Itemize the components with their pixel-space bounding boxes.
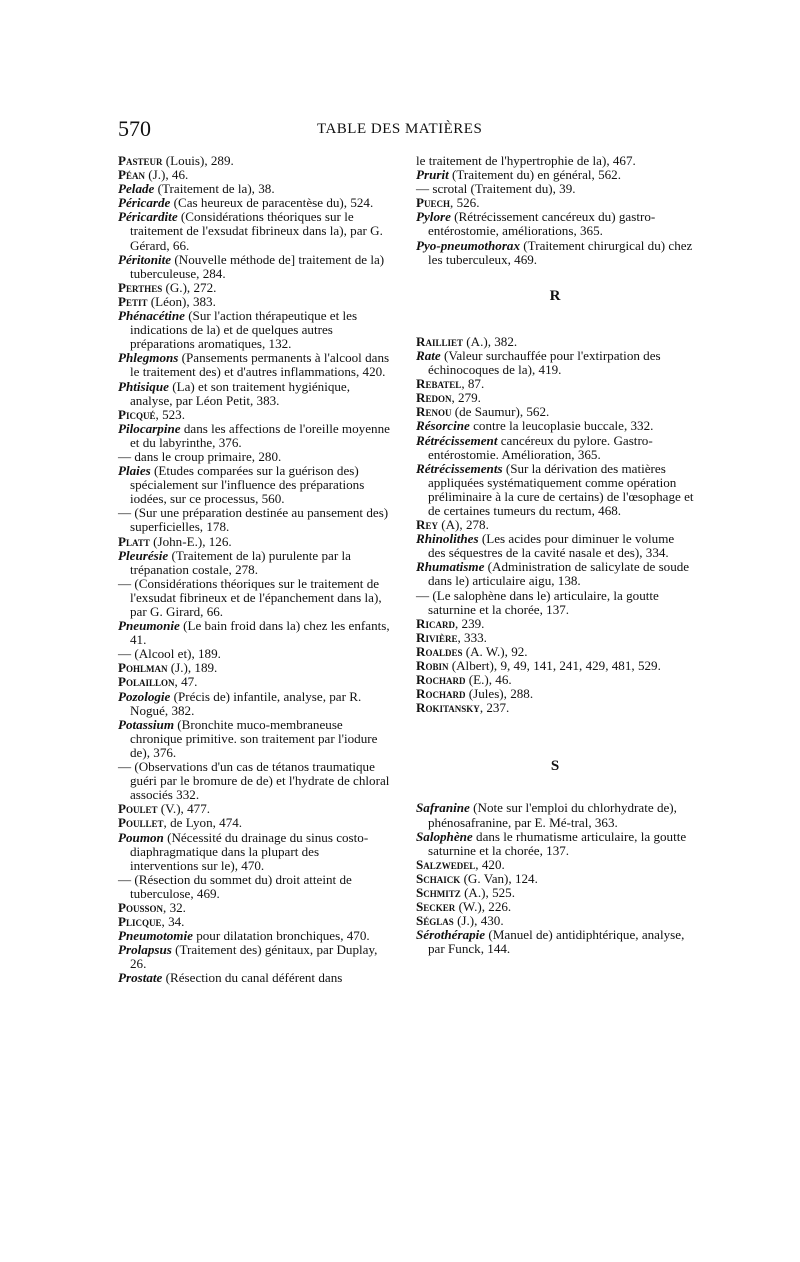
entry-text: — (Le salophène dans le) articulaire, la goutte saturnine et la chorée, 137. (416, 587, 659, 617)
entry-heading: Péritonite (118, 251, 172, 267)
index-entry (118, 901, 390, 915)
entry-text: (Etudes comparées sur la guérison des) spécialement sur l'influence des préparations iodées, sur ce processus, 560. (130, 463, 365, 507)
index-entry (118, 929, 390, 943)
index-entry (416, 617, 694, 631)
entry-text: (Jules), 288. (465, 686, 534, 702)
entry-text: — dans le croup primaire, 280. (118, 448, 282, 464)
entry-text: (Valeur surchauffée pour l'extirpation des échinocoques de la), 419. (428, 347, 661, 378)
index-entry (118, 380, 390, 408)
entry-text: , de Lyon, 474. (163, 815, 243, 831)
index-entry (118, 549, 390, 577)
entry-text: (G.), 272. (162, 279, 217, 295)
index-entry (118, 168, 390, 182)
entry-heading: Polaillon (118, 674, 175, 690)
index-entry (416, 168, 694, 182)
entry-text: (Le bain froid dans la) chez les enfants, 41. (130, 618, 390, 648)
entry-heading: Salophène (416, 828, 473, 844)
entry-text: (Traitement de la) purulente par la trépanation costale, 278. (130, 547, 351, 577)
index-entry (118, 154, 390, 168)
entry-text: (Rétrécissement cancéreux du) gastro-entérostomie, améliorations, 365. (428, 209, 656, 239)
entry-heading: Phlegmons (118, 350, 179, 366)
entry-text: (Traitement de la), 38. (154, 181, 275, 197)
index-entry (118, 422, 390, 450)
entry-text: (Louis), 289. (162, 153, 234, 168)
index-entry (118, 943, 390, 971)
entry-heading: Pneumotomie (118, 928, 193, 944)
entry-text: — scrotal (Traitement du), 39. (416, 181, 576, 197)
entry-heading: Pilocarpine (118, 420, 181, 436)
entry-heading: Safranine (416, 800, 470, 816)
entry-heading: Plicque (118, 914, 162, 930)
index-entry (416, 928, 694, 956)
entry-text: (de Saumur), 562. (451, 404, 550, 420)
entry-text: (Léon), 383. (147, 293, 216, 309)
index-entry (416, 589, 694, 617)
entry-text: (Sur la dérivation des matières appliquées systématiquement comme opération préliminaire à la cure de certains) de l'œsophage et de certaines tumeurs du rectum, 468. (428, 460, 694, 518)
entry-text: (E.), 46. (465, 672, 512, 688)
index-entry (416, 900, 694, 914)
index-entry (416, 673, 694, 687)
entry-text: dans les affections de l'oreille moyenne et du labyrinthe, 376. (130, 420, 390, 450)
entry-heading: Péricarde (118, 195, 171, 211)
index-entry (416, 914, 694, 928)
entry-text: , 333. (457, 629, 487, 645)
entry-heading: Petit (118, 293, 148, 309)
entry-text: (J.), 46. (145, 167, 189, 183)
index-entry (118, 450, 390, 464)
index-entry (416, 801, 694, 829)
entry-heading: Poullet (118, 815, 164, 831)
index-entry (416, 196, 694, 210)
entry-heading: Péricardite (118, 209, 178, 225)
index-entry (416, 391, 694, 405)
index-entry (416, 886, 694, 900)
index-entry (416, 182, 694, 196)
entry-heading: Péan (118, 167, 146, 183)
entry-text: , 32. (163, 899, 186, 915)
entry-text: (A), 278. (437, 517, 489, 533)
entry-heading: Picqué (118, 406, 156, 422)
index-entry (118, 619, 390, 647)
entry-text: dans le rhumatisme articulaire, la goutte saturnine et la chorée, 137. (428, 828, 687, 858)
entry-text: (Manuel de) antidiphtérique, analyse, par Funck, 144. (428, 927, 685, 957)
entry-text: — (Considérations théoriques sur le traitement de l'exsudat fibrineux et de l'épanchement dans la), par G. Girard, 66. (118, 575, 382, 619)
index-entry (118, 577, 390, 619)
entry-heading: Phénacétine (118, 308, 185, 324)
entry-heading: Platt (118, 533, 150, 549)
section-letter-r: R (549, 287, 561, 304)
entry-heading: Rate (416, 347, 441, 363)
entry-heading: Séglas (416, 913, 454, 929)
entry-text: , 47. (174, 674, 198, 690)
entry-heading: Prostate (118, 970, 163, 986)
entry-heading: Robin (416, 658, 449, 673)
entry-text: (J.), 430. (453, 913, 504, 929)
entry-text: (Résection du canal déférent dans (162, 970, 343, 986)
entry-heading: Prurit (416, 167, 449, 183)
entry-heading: Pleurésie (118, 547, 169, 563)
entry-heading: Ricard (416, 615, 455, 631)
entry-heading: Puech (416, 195, 451, 211)
entry-text: (Précis de) infantile, analyse, par R. Nogué, 382. (130, 688, 362, 718)
index-entry (118, 281, 390, 295)
entry-text: (Cas heureux de paracentèse du), 524. (170, 195, 374, 211)
index-entry (118, 802, 390, 816)
entry-text: (Traitement des) génitaux, par Duplay, 26. (130, 942, 378, 972)
entry-text: (Note sur l'emploi du chlorhydrate de), phénosafranine, par E. Mé-tral, 363. (428, 800, 677, 830)
entry-text: , 526. (450, 195, 480, 211)
left-column (118, 154, 390, 986)
index-entry (118, 253, 390, 281)
entry-text: contre la leucoplasie buccale, 332. (469, 418, 654, 434)
index-entry (118, 535, 390, 549)
entry-heading: Potassium (118, 716, 175, 732)
index-entry (416, 210, 694, 238)
index-entry (118, 309, 390, 351)
index-entry (118, 408, 390, 422)
entry-heading: Rétrécissement (416, 432, 498, 448)
index-entry (416, 335, 694, 349)
entry-text: , 87. (461, 376, 485, 392)
index-entry (416, 687, 694, 701)
entry-text: (A.), 382. (462, 333, 518, 349)
s-entries (416, 801, 694, 956)
page-number: 570 (118, 116, 151, 141)
entry-heading: Prolapsus (118, 942, 172, 958)
entry-heading: Rhumatisme (416, 559, 485, 575)
index-entry (118, 690, 390, 718)
entry-text: — (Observations d'un cas de tétanos traumatique guéri par le bromure de de) et l'hydrate de chloral associés 332. (118, 759, 390, 803)
index-entry (416, 872, 694, 886)
index-entry (416, 434, 694, 462)
index-entry (118, 915, 390, 929)
entry-heading: Rivière (416, 629, 458, 645)
entry-text: — (Résection du sommet du) droit atteint de tuberculose, 469. (118, 871, 352, 901)
entry-heading: Poumon (118, 829, 164, 845)
entry-text: (Administration de salicylate de soude dans le) articulaire aigu, 138. (428, 559, 690, 589)
entry-heading: Rhinolithes (416, 531, 479, 547)
entry-heading: Rokitansky (416, 700, 480, 716)
entry-text: (Nouvelle méthode de] traitement de la) tuberculeuse, 284. (130, 251, 385, 281)
entry-heading: Salzwedel (416, 856, 476, 872)
index-entry (118, 210, 390, 252)
entry-text: , 523. (155, 406, 185, 422)
entry-text: (Nécessité du drainage du sinus costo-diaphragmatique dans la plupart des interventions sur le), 470. (130, 829, 369, 873)
entry-heading: Rétrécissements (416, 460, 503, 476)
entry-heading: Schaick (416, 870, 461, 886)
right-column (416, 154, 694, 957)
index-entry (416, 518, 694, 532)
r-entries (416, 335, 694, 716)
index-entry (118, 831, 390, 873)
section-letter-s: S (550, 758, 560, 775)
entry-text: (W.), 226. (455, 899, 512, 915)
index-entry (416, 532, 694, 560)
entry-text: pour dilatation bronchiques, 470. (192, 928, 370, 944)
index-entry (118, 873, 390, 901)
entry-text: , 237. (479, 700, 510, 716)
index-entry (118, 182, 390, 196)
entry-text: (Traitement du) en général, 562. (448, 167, 621, 183)
index-entry (416, 377, 694, 391)
entry-text: (Pansements permanents à l'alcool dans le traitement des) et d'autres inflammations, 420. (130, 350, 390, 380)
index-entry (416, 830, 694, 858)
entry-heading: Redon (416, 390, 452, 406)
entry-heading: Rochard (416, 686, 466, 702)
entry-text: cancéreux du pylore. Gastro-entérostomie. Amélioration, 365. (428, 432, 653, 462)
index-entry (416, 631, 694, 645)
entry-heading: Rochard (416, 672, 466, 688)
entry-text: (Sur l'action thérapeutique et les indications de la) et de quelques autres préparations aromatiques, 132. (130, 308, 358, 352)
index-entry (118, 760, 390, 802)
index-entry (118, 506, 390, 534)
entry-heading: Phtisique (118, 378, 169, 394)
entry-heading: Pyo-pneumothorax (416, 237, 521, 253)
index-entry (416, 858, 694, 872)
index-entry (416, 560, 694, 588)
entry-heading: Perthes (118, 279, 163, 295)
entry-heading: Sérothérapie (416, 927, 486, 943)
entry-text: , 279. (451, 390, 481, 406)
running-head: TABLE DES MATIÈRES (317, 121, 483, 137)
index-entry (416, 701, 694, 715)
index-entry (416, 154, 694, 168)
entry-text: (Bronchite muco-membraneuse chronique primitive. son traitement par l'iodure de), 376. (130, 716, 378, 760)
entry-heading: Pozologie (118, 688, 171, 704)
index-entry (416, 419, 694, 433)
entry-heading: Pelade (118, 181, 155, 197)
index-entry (416, 659, 694, 673)
entry-heading: Plaies (118, 463, 151, 479)
index-entry (416, 462, 694, 518)
index-entry (118, 816, 390, 830)
entry-heading: Pasteur (118, 153, 163, 168)
entry-heading: Railliet (416, 333, 463, 349)
entry-text: (J.), 189. (167, 660, 218, 676)
entry-text: (Traitement chirurgical du) chez les tuberculeux, 469. (428, 237, 693, 267)
entry-text: (V.), 477. (157, 801, 211, 817)
index-entry (416, 239, 694, 267)
entry-heading: Pneumonie (118, 618, 180, 634)
entry-heading: Secker (416, 899, 456, 915)
index-entry (118, 647, 390, 661)
index-entry (118, 718, 390, 760)
entry-text: , 34. (161, 914, 185, 930)
entry-text: — (Sur une préparation destinée au pansement des) superficielles, 178. (118, 505, 389, 535)
entry-text: (Les acides pour diminuer le volume des séquestres de la cavité nasale et des), 334. (428, 531, 675, 561)
entry-text: (A. W.), 92. (462, 643, 528, 659)
entry-heading: Résorcine (416, 418, 470, 434)
entry-text: (Albert), 9, 49, 141, 241, 429, 481, 529. (448, 658, 661, 673)
entry-heading: Pohlman (118, 660, 168, 676)
index-entry (118, 661, 390, 675)
index-entry (118, 971, 390, 985)
index-entry (416, 349, 694, 377)
index-entry (118, 464, 390, 506)
entry-text: (Considérations théoriques sur le traitement de l'exsudat fibrineux dans la), par G. Gérard, 66. (130, 209, 383, 253)
index-entry (416, 405, 694, 419)
entry-heading: Pylore (416, 209, 451, 225)
entry-heading: Poulet (118, 801, 158, 817)
entry-heading: Schmitz (416, 885, 461, 901)
p-entries-continued (416, 154, 694, 267)
entry-heading: Roaldes (416, 643, 463, 659)
entry-heading: Rey (416, 517, 438, 533)
entry-text: — (Alcool et), 189. (118, 646, 221, 662)
entry-text: le traitement de l'hypertrophie de la), 467. (416, 153, 636, 168)
entry-text: (John-E.), 126. (149, 533, 232, 549)
index-entry (118, 295, 390, 309)
entry-heading: Renou (416, 404, 452, 420)
index-entry (118, 351, 390, 379)
entry-text: (A.), 525. (460, 885, 515, 901)
index-entry (118, 675, 390, 689)
entry-text: , 420. (475, 856, 505, 872)
entry-heading: Rebatel (416, 376, 462, 392)
index-entry (118, 196, 390, 210)
entry-text: , 239. (454, 615, 485, 631)
entry-heading: Pousson (118, 899, 164, 915)
index-entry (416, 645, 694, 659)
entry-text: (La) et son traitement hygiénique, analyse, par Léon Petit, 383. (130, 378, 351, 408)
entry-text: (G. Van), 124. (460, 870, 538, 886)
